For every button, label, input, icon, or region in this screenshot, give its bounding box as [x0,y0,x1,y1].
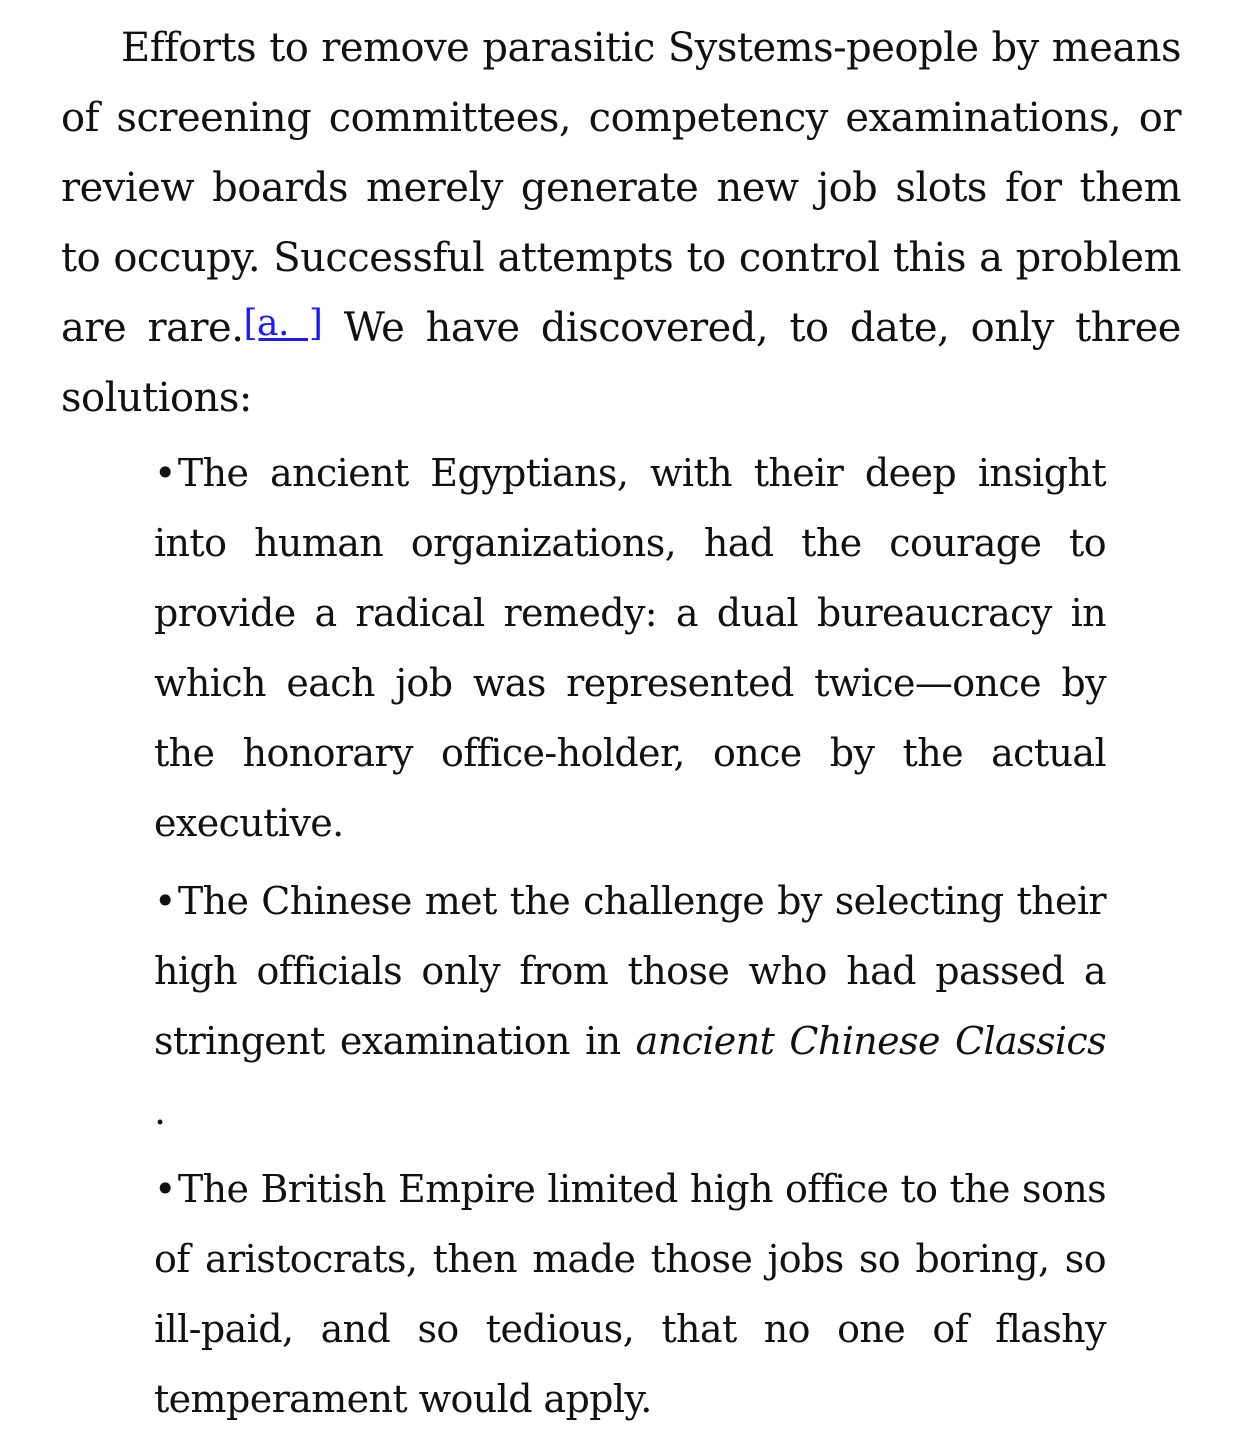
list-item-italic-text: ancient Chinese Classics [635,1019,1106,1063]
list-item-text: The British Empire limited high office to the sons of aristocrats, then made those jobs so boring, so ill-paid, and so tedious, that no one of flashy temperament would apply. [154,1167,1106,1421]
list-item-text: The Chinese met the challenge by selecting their high officials only from those who had passed a stringent examination in [154,879,1106,1063]
list-item-british [154,1154,1106,1434]
list-item-egyptians [154,438,1106,858]
list-item-tail: . [154,1089,166,1133]
solutions-list [154,438,1106,1442]
intro-text-continued: We have discovered, to date, only three solutions: [61,305,1181,421]
bullet-icon: • [154,879,176,923]
list-item-chinese [154,866,1106,1146]
bullet-icon: • [154,451,176,495]
intro-paragraph [61,13,1181,433]
intro-text: Efforts to remove parasitic Systems-people by means of screening committees, competency examinations, or review boards merely generate new job slots for them to occupy. Successful attempts to control this a problem are rare. [61,25,1181,351]
footnote-link-a[interactable]: [a. ] [243,303,323,344]
bullet-icon: • [154,1167,176,1211]
list-item-text: The ancient Egyptians, with their deep insight into human organizations, had the courage to provide a radical remedy: a dual bureaucracy in which each job was represented twice—once by the honorary office-holder, once by the actual executive. [154,451,1106,845]
